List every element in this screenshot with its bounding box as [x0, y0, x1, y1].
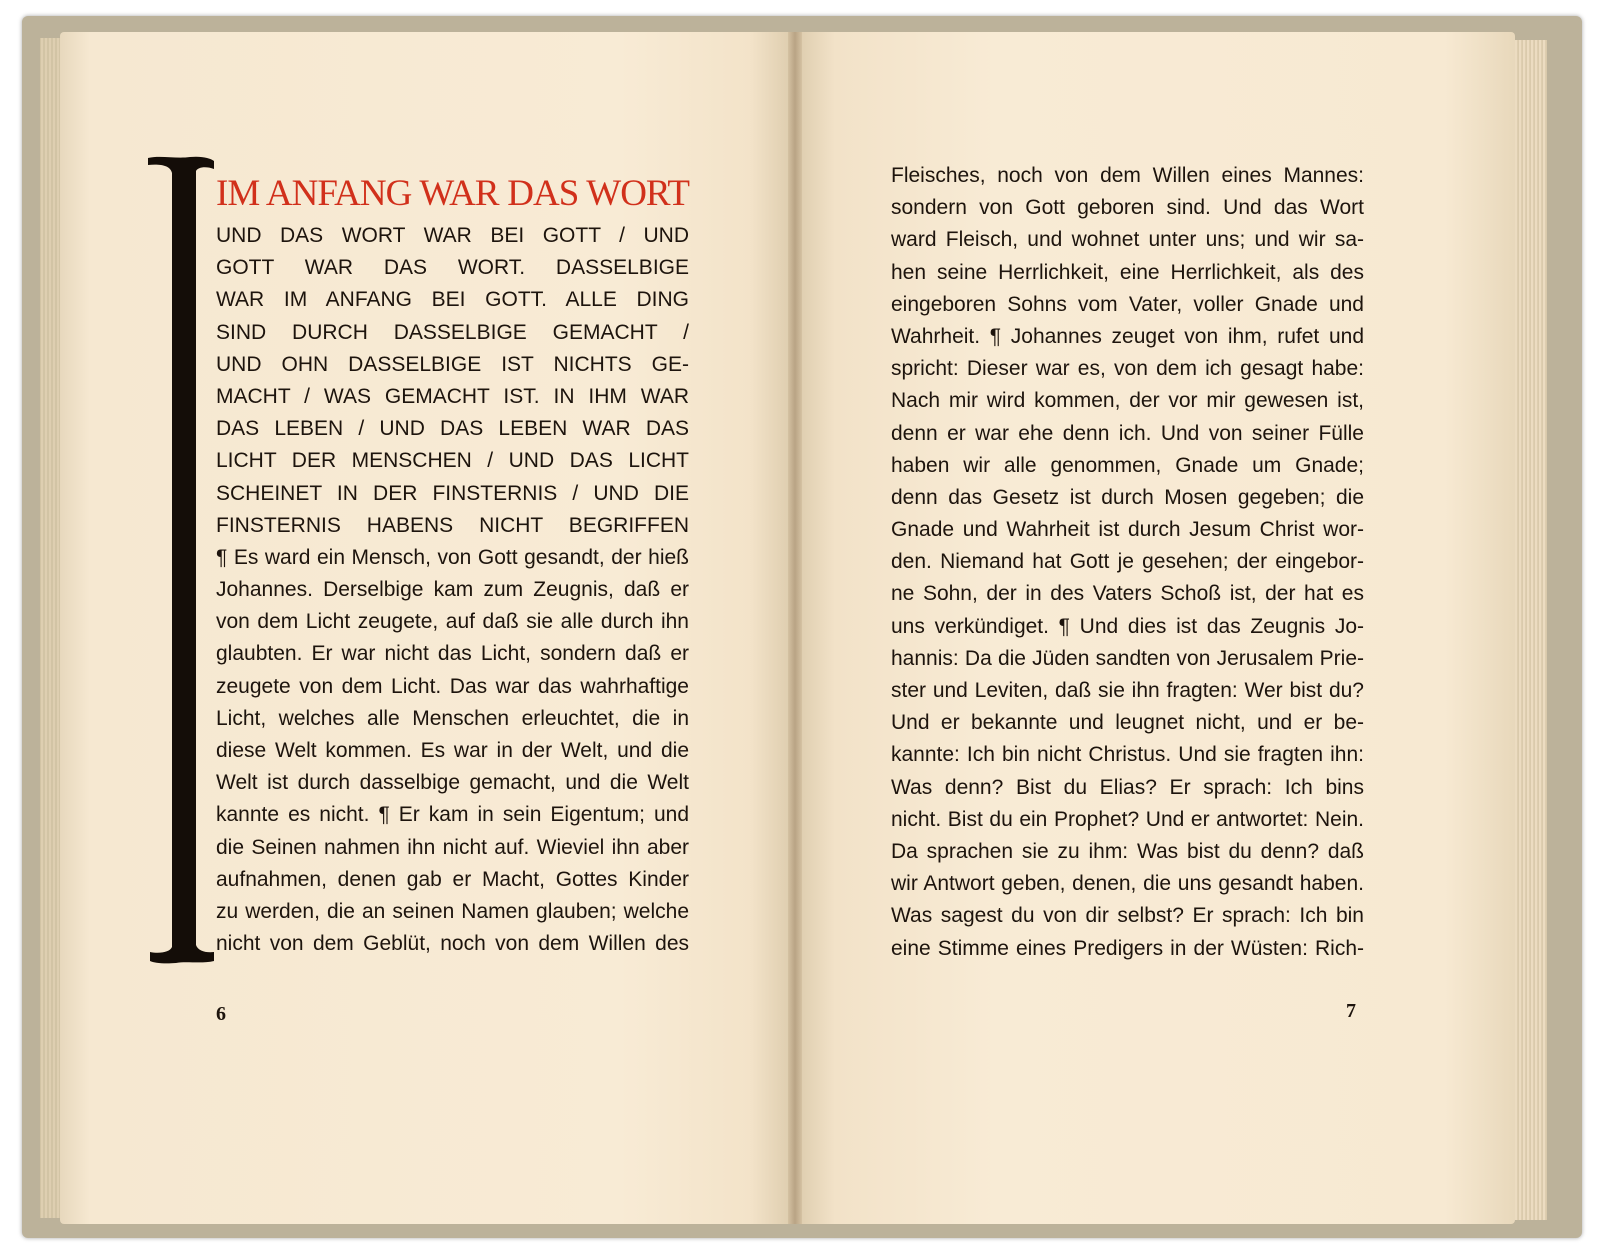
right-text-column — [891, 160, 1364, 965]
text-line: WAR IM ANFANG BEI GOTT. ALLE DING — [216, 288, 689, 312]
text-line: spricht: Dieser war es, von dem ich gesagt habe: — [891, 357, 1364, 381]
text-line: SCHEINET IN DER FINSTERNIS / UND DIE — [216, 481, 689, 505]
text-line: nicht von dem Geblüt, noch von dem Willen des — [216, 932, 689, 956]
text-line: hannis: Da die Jüden sandten von Jerusalem Prie- — [891, 646, 1364, 670]
text-line: sondern von Gott geboren sind. Und das Wort — [891, 196, 1364, 220]
text-line: Wahrheit. ¶ Johannes zeuget von ihm, rufet und — [891, 324, 1364, 348]
text-line: zu werden, die an seinen Namen glauben; welche — [216, 899, 689, 923]
text-line: denn er war ehe denn ich. Und von seiner Fülle — [891, 421, 1364, 445]
text-line: Gnade und Wahrheit ist durch Jesum Christ wor- — [891, 518, 1364, 542]
text-line: kannte: Ich bin nicht Christus. Und sie fragten ihn: — [891, 743, 1364, 767]
text-line: Was denn? Bist du Elias? Er sprach: Ich bins — [891, 775, 1364, 799]
text-line: Und er bekannte und leugnet nicht, und er be- — [891, 711, 1364, 735]
text-line: uns verkündiget. ¶ Und dies ist das Zeugnis Jo- — [891, 614, 1364, 638]
page-number-left: 6 — [216, 1003, 226, 1025]
left-text-lines — [216, 220, 689, 960]
right-text-lines — [891, 160, 1364, 965]
text-line: kannte es nicht. ¶ Er kam in sein Eigentum; und — [216, 803, 689, 827]
text-line: von dem Licht zeugete, auf daß sie alle durch ihn — [216, 610, 689, 634]
text-line: Fleisches, noch von dem Willen eines Mannes: — [891, 164, 1364, 187]
page-number-right: 7 — [1346, 1000, 1356, 1022]
text-line: LICHT DER MENSCHEN / UND DAS LICHT — [216, 449, 689, 473]
text-line: ster und Leviten, daß sie ihn fragten: Wer bist du? — [891, 679, 1364, 702]
text-line: ne Sohn, der in des Vaters Schoß ist, der hat es — [891, 582, 1364, 606]
text-line: die Seinen nahmen ihn nicht auf. Wieviel ihn aber — [216, 835, 689, 859]
text-line: haben wir alle genommen, Gnade um Gnade; — [891, 453, 1364, 477]
text-line: MACHT / WAS GEMACHT IST. IN IHM WAR — [216, 384, 689, 408]
text-line: nicht. Bist du ein Prophet? Und er antwortet: Nein. — [891, 807, 1364, 831]
text-line: aufnahmen, denen gab er Macht, Gottes Kinder — [216, 867, 689, 891]
left-text-column — [216, 168, 689, 960]
page-stack-right — [1515, 40, 1547, 1220]
text-line: Licht, welches alle Menschen erleuchtet, die in — [216, 706, 689, 730]
text-line: denn das Gesetz ist durch Mosen gegeben; die — [891, 485, 1364, 509]
text-line: FINSTERNIS HABENS NICHT BEGRIFFEN — [216, 513, 689, 537]
text-line: SIND DURCH DASSELBIGE GEMACHT / — [216, 320, 689, 344]
text-line: hen seine Herrlichkeit, eine Herrlichkeit, als des — [891, 260, 1364, 284]
text-line: eine Stimme eines Predigers in der Wüsten: Rich- — [891, 936, 1364, 960]
text-line: UND OHN DASSELBIGE IST NICHTS GE- — [216, 352, 689, 376]
text-line: glaubten. Er war nicht das Licht, sondern daß er — [216, 642, 689, 666]
text-line: UND DAS WORT WAR BEI GOTT / UND — [216, 224, 689, 247]
text-line: zeugete von dem Licht. Das war das wahrhaftige — [216, 674, 689, 698]
text-line: Welt ist durch dasselbige gemacht, und die Welt — [216, 771, 689, 795]
initial-letter-i — [146, 155, 216, 965]
text-line: eingeboren Sohns vom Vater, voller Gnade und — [891, 292, 1364, 316]
text-line: GOTT WAR DAS WORT. DASSELBIGE — [216, 256, 689, 280]
text-line: DAS LEBEN / UND DAS LEBEN WAR DAS — [216, 417, 689, 441]
book-gutter — [788, 32, 802, 1224]
page-stack-left — [40, 38, 62, 1218]
text-line: Nach mir wird kommen, der vor mir gewesen ist, — [891, 389, 1364, 413]
text-line: wir Antwort geben, denen, die uns gesandt haben. — [891, 872, 1364, 896]
text-line: Was sagest du von dir selbst? Er sprach: Ich bin — [891, 904, 1364, 928]
text-line: Da sprachen sie zu ihm: Was bist du denn? daß — [891, 839, 1364, 863]
text-line: Johannes. Derselbige kam zum Zeugnis, daß er — [216, 578, 689, 602]
text-line: diese Welt kommen. Es war in der Welt, und die — [216, 739, 689, 762]
text-line: den. Niemand hat Gott je gesehen; der eingebor- — [891, 550, 1364, 574]
text-line: ward Fleisch, und wohnet unter uns; und wir sa- — [891, 228, 1364, 252]
text-line: ¶ Es ward ein Mensch, von Gott gesandt, der hieß — [216, 545, 689, 569]
page-heading: IM ANFANG WAR DAS WORT — [216, 173, 689, 214]
